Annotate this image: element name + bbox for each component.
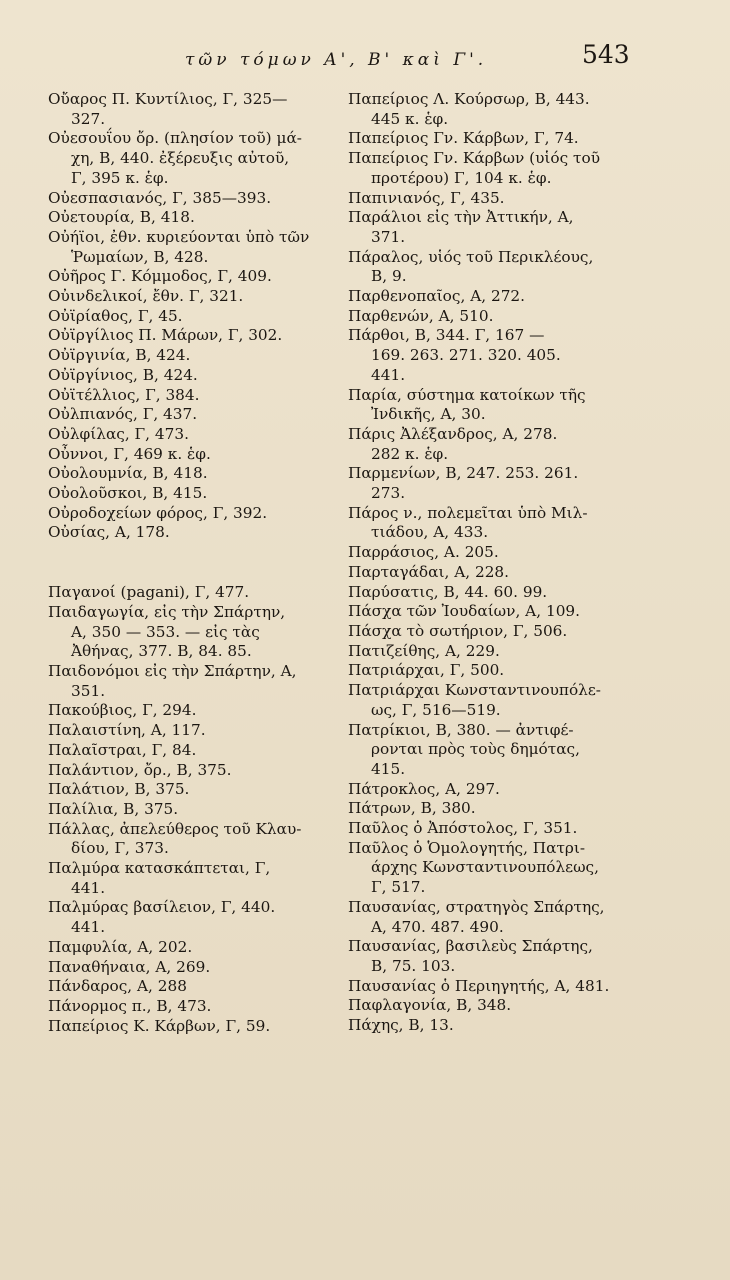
index-entry: Πάρις Ἀλέξανδρος, Α, 278. <box>348 424 558 443</box>
index-entry: Οὐϊτέλλιος, Γ, 384. <box>48 385 200 404</box>
index-entry: Πατιζείθης, Α, 229. <box>348 641 500 660</box>
index-entry: Οὐϊργινία, Β, 424. <box>48 346 191 365</box>
index-entry: Πάτροκλος, Α, 297. <box>348 779 500 798</box>
index-entry: Παλμύρα κατασκάπτεται, Γ, <box>48 859 271 878</box>
index-entry: Πάρος ν., πολεμεῖται ὑπὸ Μιλ- <box>348 503 588 522</box>
index-entry: Οὐεσουΐου ὄρ. (πλησίον τοῦ) μά- <box>48 129 302 148</box>
index-entry-continuation: τιάδου, Α, 433. <box>371 523 489 542</box>
index-entry: Οὐετουρία, Β, 418. <box>48 208 195 227</box>
index-entry-continuation: 441. <box>71 918 106 937</box>
index-entry-continuation: Α, 350 — 353. — εἰς τὰς <box>71 622 260 641</box>
index-entry-continuation: δίου, Γ, 373. <box>71 839 169 858</box>
index-entry-continuation: 371. <box>371 227 406 246</box>
index-entry: Παρμενίων, Β, 247. 253. 261. <box>348 464 579 483</box>
index-entry: Πατριάρχαι, Γ, 500. <box>348 661 505 680</box>
index-entry: Πάσχα τὸ σωτήριον, Γ, 506. <box>348 621 568 640</box>
index-entry: Πατριάρχαι Κωνσταντινουπόλε- <box>348 681 601 700</box>
index-entry: Παπείριος Λ. Κούρσωρ, Β, 443. <box>348 90 590 108</box>
index-entry: Παπινιανός, Γ, 435. <box>348 188 505 207</box>
index-entry: Παλαῖστραι, Γ, 84. <box>48 740 197 759</box>
index-entry: Παρταγάδαι, Α, 228. <box>348 562 510 581</box>
page-number: 543 <box>582 40 630 69</box>
index-entry-continuation: 169. 263. 271. 320. 405. <box>371 346 561 365</box>
index-entry: Παρθενών, Α, 510. <box>348 306 494 325</box>
index-entry: Πάνορμος π., Β, 473. <box>48 996 212 1015</box>
index-entry: Παλαιστίνη, Α, 117. <box>48 721 206 740</box>
index-entry: Πάρθοι, Β, 344. Γ, 167 — <box>348 326 545 345</box>
index-entry: Οὐῆρος Γ. Κόμμοδος, Γ, 409. <box>48 267 272 286</box>
index-entry: Πακούβιος, Γ, 294. <box>48 701 197 720</box>
index-entry: Οὖννοι, Γ, 469 κ. ἑφ. <box>48 444 211 463</box>
index-entry: Παπείριος Κ. Κάρβων, Γ, 59. <box>48 1016 271 1035</box>
left-column <box>48 90 328 1036</box>
index-entry: Παλάντιον, ὄρ., Β, 375. <box>48 760 232 779</box>
index-entry: Οὐϊρίαθος, Γ, 45. <box>48 306 183 325</box>
index-entry: Παγανοί (pagani), Γ, 477. <box>48 583 250 602</box>
index-entry-continuation: Α, 470. 487. 490. <box>371 917 504 936</box>
index-entry: Πατρίκιοι, Β, 380. — ἀντιφέ- <box>348 720 574 739</box>
index-group-o <box>48 90 328 543</box>
index-entry-continuation: Β, 75. 103. <box>371 956 456 975</box>
index-entry: Παπείριος Γν. Κάρβων, Γ, 74. <box>348 129 579 148</box>
index-entry: Παιδονόμοι εἰς τὴν Σπάρτην, Α, <box>48 661 297 680</box>
index-entry-continuation: Ἰνδικῆς, Α, 30. <box>371 405 486 424</box>
right-column <box>348 90 630 1036</box>
index-entry-continuation: 441. <box>71 878 106 897</box>
index-entry: Οὐεσπασιανός, Γ, 385—393. <box>48 188 272 207</box>
index-entry: Πάνδαρος, Α, 288 <box>48 977 187 996</box>
index-entry: Οὐήϊοι, ἐθν. κυριεύονται ὑπὸ τῶν <box>48 227 310 246</box>
index-entry-continuation: 351. <box>71 681 106 700</box>
index-entry-continuation: Β, 9. <box>371 267 407 286</box>
index-entry: Πάχης, Β, 13. <box>348 1016 454 1035</box>
running-header: τῶν τόμων Α', Β' καὶ Γ'. <box>185 50 488 70</box>
index-entry: Πάραλος, υἱός τοῦ Περικλέους, <box>348 247 594 266</box>
index-group-p <box>48 583 328 1036</box>
index-entry: Παμφυλία, Α, 202. <box>48 937 193 956</box>
index-entry: Παλάτιον, Β, 375. <box>48 780 190 799</box>
index-entry: Παρύσατις, Β, 44. 60. 99. <box>348 582 548 601</box>
index-entry-continuation: 441. <box>371 365 406 384</box>
index-entry: Παῦλος ὁ Ὁμολογητής, Πατρι- <box>348 838 586 857</box>
index-entry: Παυσανίας ὁ Περιηγητής, Α, 481. <box>348 976 610 995</box>
section-gap <box>48 543 328 583</box>
index-entry: Παφλαγονία, Β, 348. <box>348 996 512 1015</box>
index-entry: Οὐλπιανός, Γ, 437. <box>48 405 198 424</box>
index-entry-continuation: 327. <box>71 109 106 128</box>
index-entry-continuation: Γ, 517. <box>371 878 426 897</box>
index-entry-continuation: 445 κ. ἑφ. <box>371 109 449 128</box>
index-entry: Παυσανίας, στρατηγὸς Σπάρτης, <box>348 897 605 916</box>
index-entry: Παρθενοπαῖος, Α, 272. <box>348 287 526 306</box>
index-entry: Οὐροδοχείων φόρος, Γ, 392. <box>48 503 268 522</box>
index-entry: Οὐσίας, Α, 178. <box>48 523 170 542</box>
index-entry: Παράλιοι εἰς τὴν Ἀττικήν, Α, <box>348 208 574 227</box>
index-entry-continuation: προτέρου) Γ, 104 κ. ἑφ. <box>371 168 552 187</box>
index-entry: Παῦλος ὁ Ἀπόστολος, Γ, 351. <box>348 819 578 838</box>
index-entry-continuation: 415. <box>371 759 406 778</box>
index-entry: Οὐολοῦσκοι, Β, 415. <box>48 484 208 503</box>
index-entry: Πάτρων, Β, 380. <box>348 799 476 818</box>
index-entry: Οὐινδελικοί, ἔθν. Γ, 321. <box>48 287 244 306</box>
index-entry: Παπείριος Γν. Κάρβων (υἱός τοῦ <box>348 149 601 168</box>
index-group-p-continued <box>348 90 630 1036</box>
index-entry: Οὐλφίλας, Γ, 473. <box>48 424 189 443</box>
index-entry-continuation: Ῥωμαίων, Β, 428. <box>71 247 209 266</box>
index-entry-continuation: ρονται πρὸς τοὺς δημότας, <box>371 740 580 759</box>
index-entry-continuation: Γ, 395 κ. ἑφ. <box>71 168 169 187</box>
index-entry-continuation: 282 κ. ἑφ. <box>371 444 449 463</box>
index-entry: Πάσχα τῶν Ἰουδαίων, Α, 109. <box>348 602 581 621</box>
index-entry: Παναθήναια, Α, 269. <box>48 957 211 976</box>
index-entry-continuation: ως, Γ, 516—519. <box>371 700 501 719</box>
index-entry: Παλίλια, Β, 375. <box>48 799 179 818</box>
index-entry: Οὐολουμνία, Β, 418. <box>48 464 208 483</box>
index-entry: Πάλλας, ἀπελεύθερος τοῦ Κλαυ- <box>48 819 302 838</box>
index-entry-continuation: 273. <box>371 484 406 503</box>
index-entry-continuation: Ἀθήνας, 377. Β, 84. 85. <box>71 642 252 661</box>
index-entry-continuation: άρχης Κωνσταντινουπόλεως, <box>371 858 599 877</box>
index-entry: Παρράσιος, Α. 205. <box>348 543 499 562</box>
index-entry: Οὐϊργίλιος Π. Μάρων, Γ, 302. <box>48 326 283 345</box>
index-entry: Παρία, σύστημα κατοίκων τῆς <box>348 385 586 404</box>
index-entry-continuation: χη, Β, 440. ἐξέρευξις αὐτοῦ, <box>71 149 290 168</box>
index-entry: Παιδαγωγία, εἰς τὴν Σπάρτην, <box>48 602 286 621</box>
index-entry: Παλμύρας βασίλειον, Γ, 440. <box>48 898 276 917</box>
index-entry: Οὔαρος Π. Κυντίλιος, Γ, 325— <box>48 90 288 108</box>
index-entry: Παυσανίας, βασιλεὺς Σπάρτης, <box>348 937 593 956</box>
index-entry: Οὐϊργίνιος, Β, 424. <box>48 365 198 384</box>
